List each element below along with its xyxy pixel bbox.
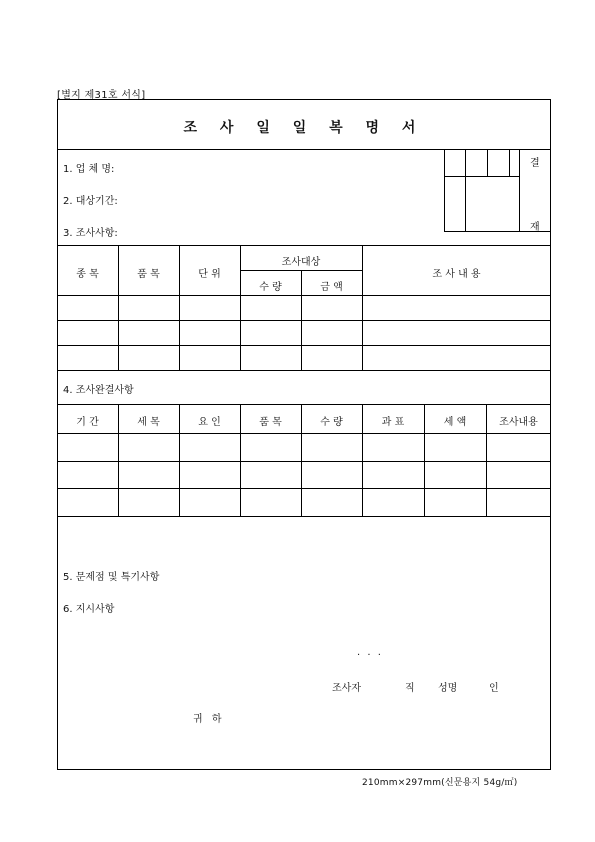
table1-header-target: 조사대상 xyxy=(281,257,321,268)
investigator-label: 조사자 xyxy=(332,683,361,694)
position-label: 직 xyxy=(405,683,415,694)
date-placeholder: . . . xyxy=(357,647,383,658)
seal-label: 인 xyxy=(489,683,499,694)
paper-spec-note: 210mm×297mm(신문용지 54g/㎡) xyxy=(362,778,518,788)
table2-header-tax-amount: 세 액 xyxy=(443,417,467,428)
table2-header-quantity: 수 량 xyxy=(320,417,343,428)
table2-header-bottom xyxy=(57,433,551,434)
survey-items-field: 3. 조사사항: xyxy=(63,228,118,239)
table2-header-tax-base: 과 표 xyxy=(381,417,405,428)
table1-row-divider xyxy=(57,345,551,346)
form-number-label: [별지 제31호 서식] xyxy=(57,90,146,101)
table1-col-divider xyxy=(118,245,119,370)
section4-label: 4. 조사완결사항 xyxy=(63,385,134,396)
table2-header-item: 품 목 xyxy=(259,417,282,428)
approval-label-bottom: 재 xyxy=(530,222,540,233)
table2-row-divider xyxy=(57,461,551,462)
approval-divider xyxy=(487,149,488,176)
table1-bottom-border xyxy=(57,370,551,371)
table2-header-factor: 요 인 xyxy=(198,417,221,428)
approval-divider xyxy=(519,149,520,232)
table1-header-type: 종 목 xyxy=(76,269,99,280)
table1-header-unit: 단 위 xyxy=(198,269,221,280)
table2-header-content: 조사내용 xyxy=(499,417,538,428)
table1-header-bottom xyxy=(57,295,551,296)
table2-top-border xyxy=(57,404,551,405)
table1-col-divider xyxy=(362,245,363,370)
table1-header-quantity: 수 량 xyxy=(259,282,282,293)
table2-header-tax-item: 세 목 xyxy=(137,417,160,428)
approval-divider xyxy=(444,176,519,177)
table1-top-border xyxy=(57,245,551,246)
approval-divider xyxy=(465,149,466,232)
table1-header-item: 품 목 xyxy=(137,269,160,280)
table2-header-period: 기 간 xyxy=(76,417,99,428)
addressee-label: 귀 하 xyxy=(193,714,225,725)
name-label: 성명 xyxy=(438,683,458,694)
period-field: 2. 대상기간: xyxy=(63,196,118,207)
approval-divider xyxy=(509,149,510,176)
table1-col-divider xyxy=(179,245,180,370)
form-title: 조 사 일 일 복 명 서 xyxy=(183,120,425,136)
approval-label-top: 결 xyxy=(530,158,540,169)
table2-bottom-border xyxy=(57,516,551,517)
section6-label: 6. 지시사항 xyxy=(63,604,115,615)
table1-row-divider xyxy=(57,320,551,321)
table1-header-amount: 금 액 xyxy=(320,282,343,293)
table2-row-divider xyxy=(57,488,551,489)
section5-label: 5. 문제점 및 특기사항 xyxy=(63,572,160,583)
company-name-field: 1. 업 체 명: xyxy=(63,164,115,175)
table1-header-content: 조 사 내 용 xyxy=(432,269,481,280)
